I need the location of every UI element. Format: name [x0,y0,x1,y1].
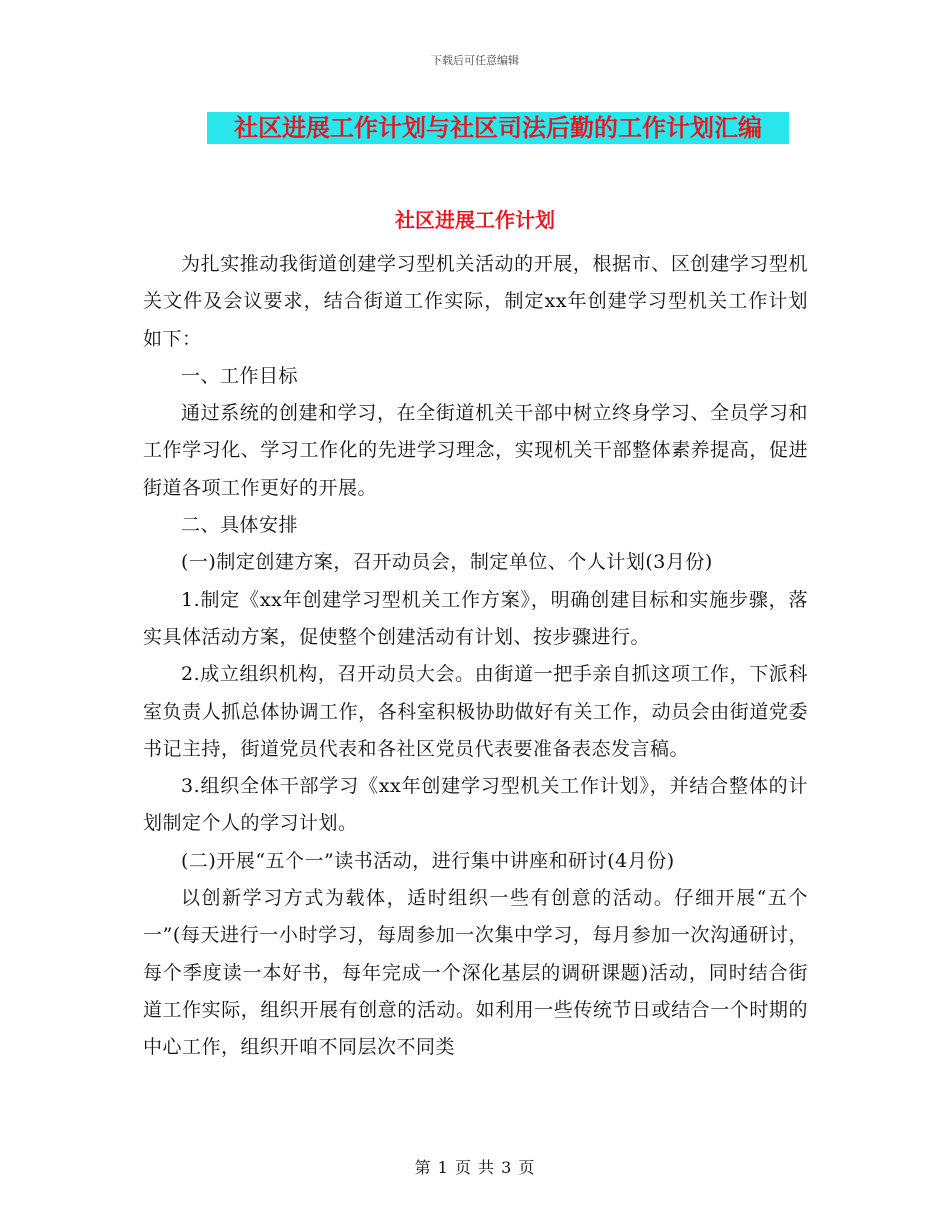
heading-work-goal: 一、工作目标 [181,364,299,387]
subheading-plan-march: (一)制定创建方案，召开动员会，制定单位、个人计划(3月份) [181,551,713,574]
page-number: 第 1 页 共 3 页 [414,1158,536,1177]
paragraph-item-1: 1.制定《xx年创建学习型机关工作方案》，明确创建目标和实施步骤，落实具体活动方案，促使整个创建活动有计划、按步骤进行。 [143,588,808,648]
subheading-reading-april: (二)开展“五个一”读书活动，进行集中讲座和研讨(4月份) [181,849,675,872]
paragraph-item-2: 2.成立组织机构，召开动员大会。由街道一把手亲自抓这项工作，下派科室负责人抓总体协调工作，各科室积极协助做好有关工作，动员会由街道党委书记主持，街道党员代表和各社区党员代表要准备表态发言稿。 [143,663,808,760]
paragraph-reading-activity: 以创新学习方式为载体，适时组织一些有创意的活动。仔细开展“五个一”(每天进行一小时学习，每周参加一次集中学习，每月参加一次沟通研讨，每个季度读一本好书，每年完成一个深化基层的调研课题)活动，同时结合街道工作实际，组织开展有创意的活动。如利用一些传统节日或结合一个时期的中心工作，组织开咱不同层次不同类 [143,887,808,1059]
main-title-highlight [207,112,789,144]
page-footer [0,1155,950,1178]
paragraph-item-3: 3.组织全体干部学习《xx年创建学习型机关工作计划》，并结合整体的计划制定个人的学习计划。 [143,775,808,835]
heading-arrangement: 二、具体安排 [181,514,299,537]
paragraph-intro: 为扎实推动我街道创建学习型机关活动的开展，根据市、区创建学习型机关文件及会议要求，结合街道工作实际，制定xx年创建学习型机关工作计划如下： [143,253,808,350]
paragraph-work-goal: 通过系统的创建和学习，在全街道机关干部中树立终身学习、全员学习和工作学习化、学习工作化的先进学习理念，实现机关干部整体素养提高，促进街道各项工作更好的开展。 [143,402,808,499]
document-body [143,246,808,1067]
header-note: 下载后可任意编辑 [431,54,519,67]
section-title: 社区进展工作计划 [395,208,555,232]
main-title: 社区进展工作计划与社区司法后勤的工作计划汇编 [234,114,762,142]
